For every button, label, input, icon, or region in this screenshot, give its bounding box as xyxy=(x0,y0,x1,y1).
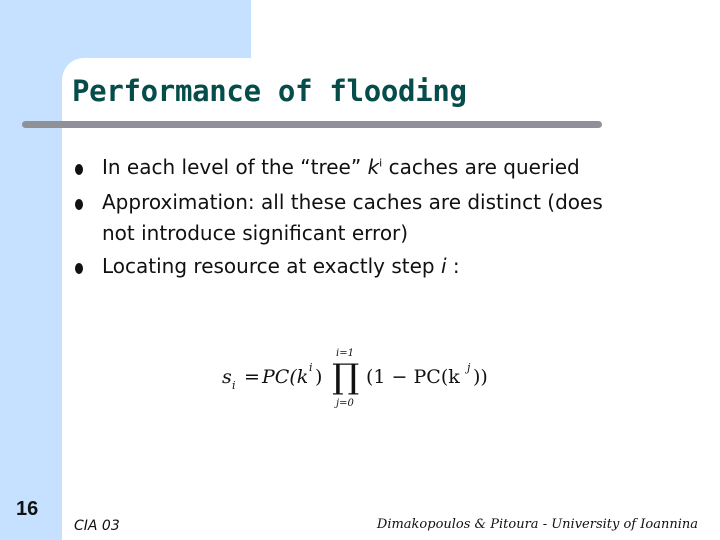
bullet-item: In each level of the “tree” $k^i$ caches are queried xyxy=(102,155,580,179)
bullet-marker xyxy=(75,263,83,274)
product-upper-limit: i=1 xyxy=(336,348,354,359)
bullet-item-continuation: not introduce significant error) xyxy=(102,221,409,245)
formula-lhs-subscript: i xyxy=(232,379,236,392)
product-lower-limit: j=0 xyxy=(336,398,354,409)
superscript-i: i xyxy=(379,156,383,170)
formula-complement-close: )) xyxy=(473,366,488,388)
title-underline-rule xyxy=(22,121,602,128)
formula-lhs: s xyxy=(222,366,232,388)
probability-formula xyxy=(218,340,508,412)
variable-k: k xyxy=(367,155,380,179)
formula-pc-term: PC(k xyxy=(262,366,309,388)
product-symbol: ∏ xyxy=(332,357,360,397)
formula-complement-superscript: j xyxy=(467,361,471,374)
bullet-item: Approximation: all these caches are distinct (does xyxy=(102,190,603,214)
bullet-marker xyxy=(75,199,83,210)
slide-number: 16 xyxy=(16,498,39,520)
footer-authors: Dimakopoulos & Pitoura - University of Ioannina xyxy=(376,517,698,532)
formula-equals: = xyxy=(244,366,260,388)
formula-complement-term: (1 − PC(k xyxy=(366,366,460,388)
variable-i: i xyxy=(440,254,447,278)
bullet-marker xyxy=(75,164,83,175)
formula-pc-close: ) xyxy=(315,366,323,388)
footer-course-label: CIA 03 xyxy=(74,518,120,534)
formula-pc-superscript: i xyxy=(309,361,313,374)
bullet-item: Locating resource at exactly step i : xyxy=(102,254,460,278)
slide-title: Performance of flooding xyxy=(72,74,467,108)
